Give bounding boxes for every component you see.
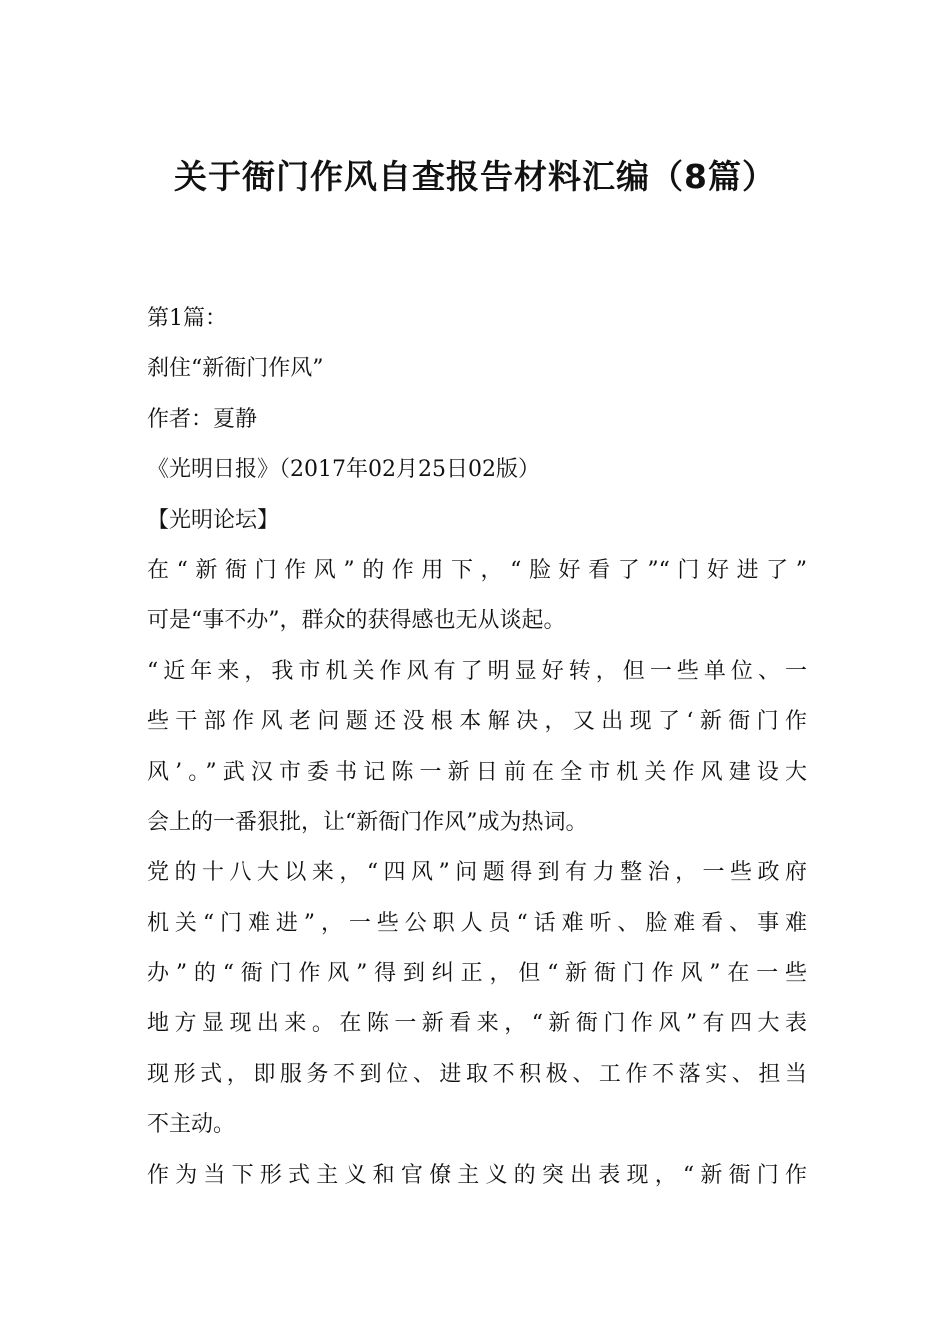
article-subtitle: 刹住“新衙门作风”: [147, 356, 324, 382]
paragraph-line: 党的十八大以来，“四风”问题得到有力整治，一些政府: [147, 860, 807, 886]
paragraph-line: 些干部作风老问题还没根本解决，又出现了‘新衙门作: [147, 709, 807, 735]
article-column: 【光明论坛】: [147, 507, 280, 533]
paragraph-line: 不主动。: [147, 1112, 236, 1138]
paragraph-line: 可是“事不办”，群众的获得感也无从谈起。: [147, 608, 566, 634]
document-title: 关于衙门作风自查报告材料汇编（8篇）: [174, 157, 776, 196]
paragraph-line: 会上的一番狠批，让“新衙门作风”成为热词。: [147, 809, 588, 835]
paragraph-line: 作为当下形式主义和官僚主义的突出表现，“新衙门作: [147, 1162, 807, 1188]
paragraph-line: 风’。”武汉市委书记陈一新日前在全市机关作风建设大: [147, 759, 807, 785]
paragraph-line: “近年来，我市机关作风有了明显好转，但一些单位、一: [147, 658, 807, 684]
article-body: [147, 294, 807, 1201]
paragraph-line: 地方显现出来。在陈一新看来，“新衙门作风”有四大表: [147, 1011, 807, 1037]
paragraph-line: 在“新衙门作风”的作用下，“脸好看了”“门好进了”: [147, 557, 807, 583]
paragraph-line: 办”的“衙门作风”得到纠正，但“新衙门作风”在一些: [147, 961, 807, 987]
article-author: 作者：夏静: [147, 406, 258, 432]
article-heading: 第1篇：: [147, 306, 227, 331]
paragraph-line: 现形式，即服务不到位、进取不积极、工作不落实、担当: [147, 1061, 807, 1087]
article-source: 《光明日报》（2017年02月25日02版）: [147, 457, 540, 483]
paragraph-line: 机关“门难进”，一些公职人员“话难听、脸难看、事难: [147, 910, 807, 936]
